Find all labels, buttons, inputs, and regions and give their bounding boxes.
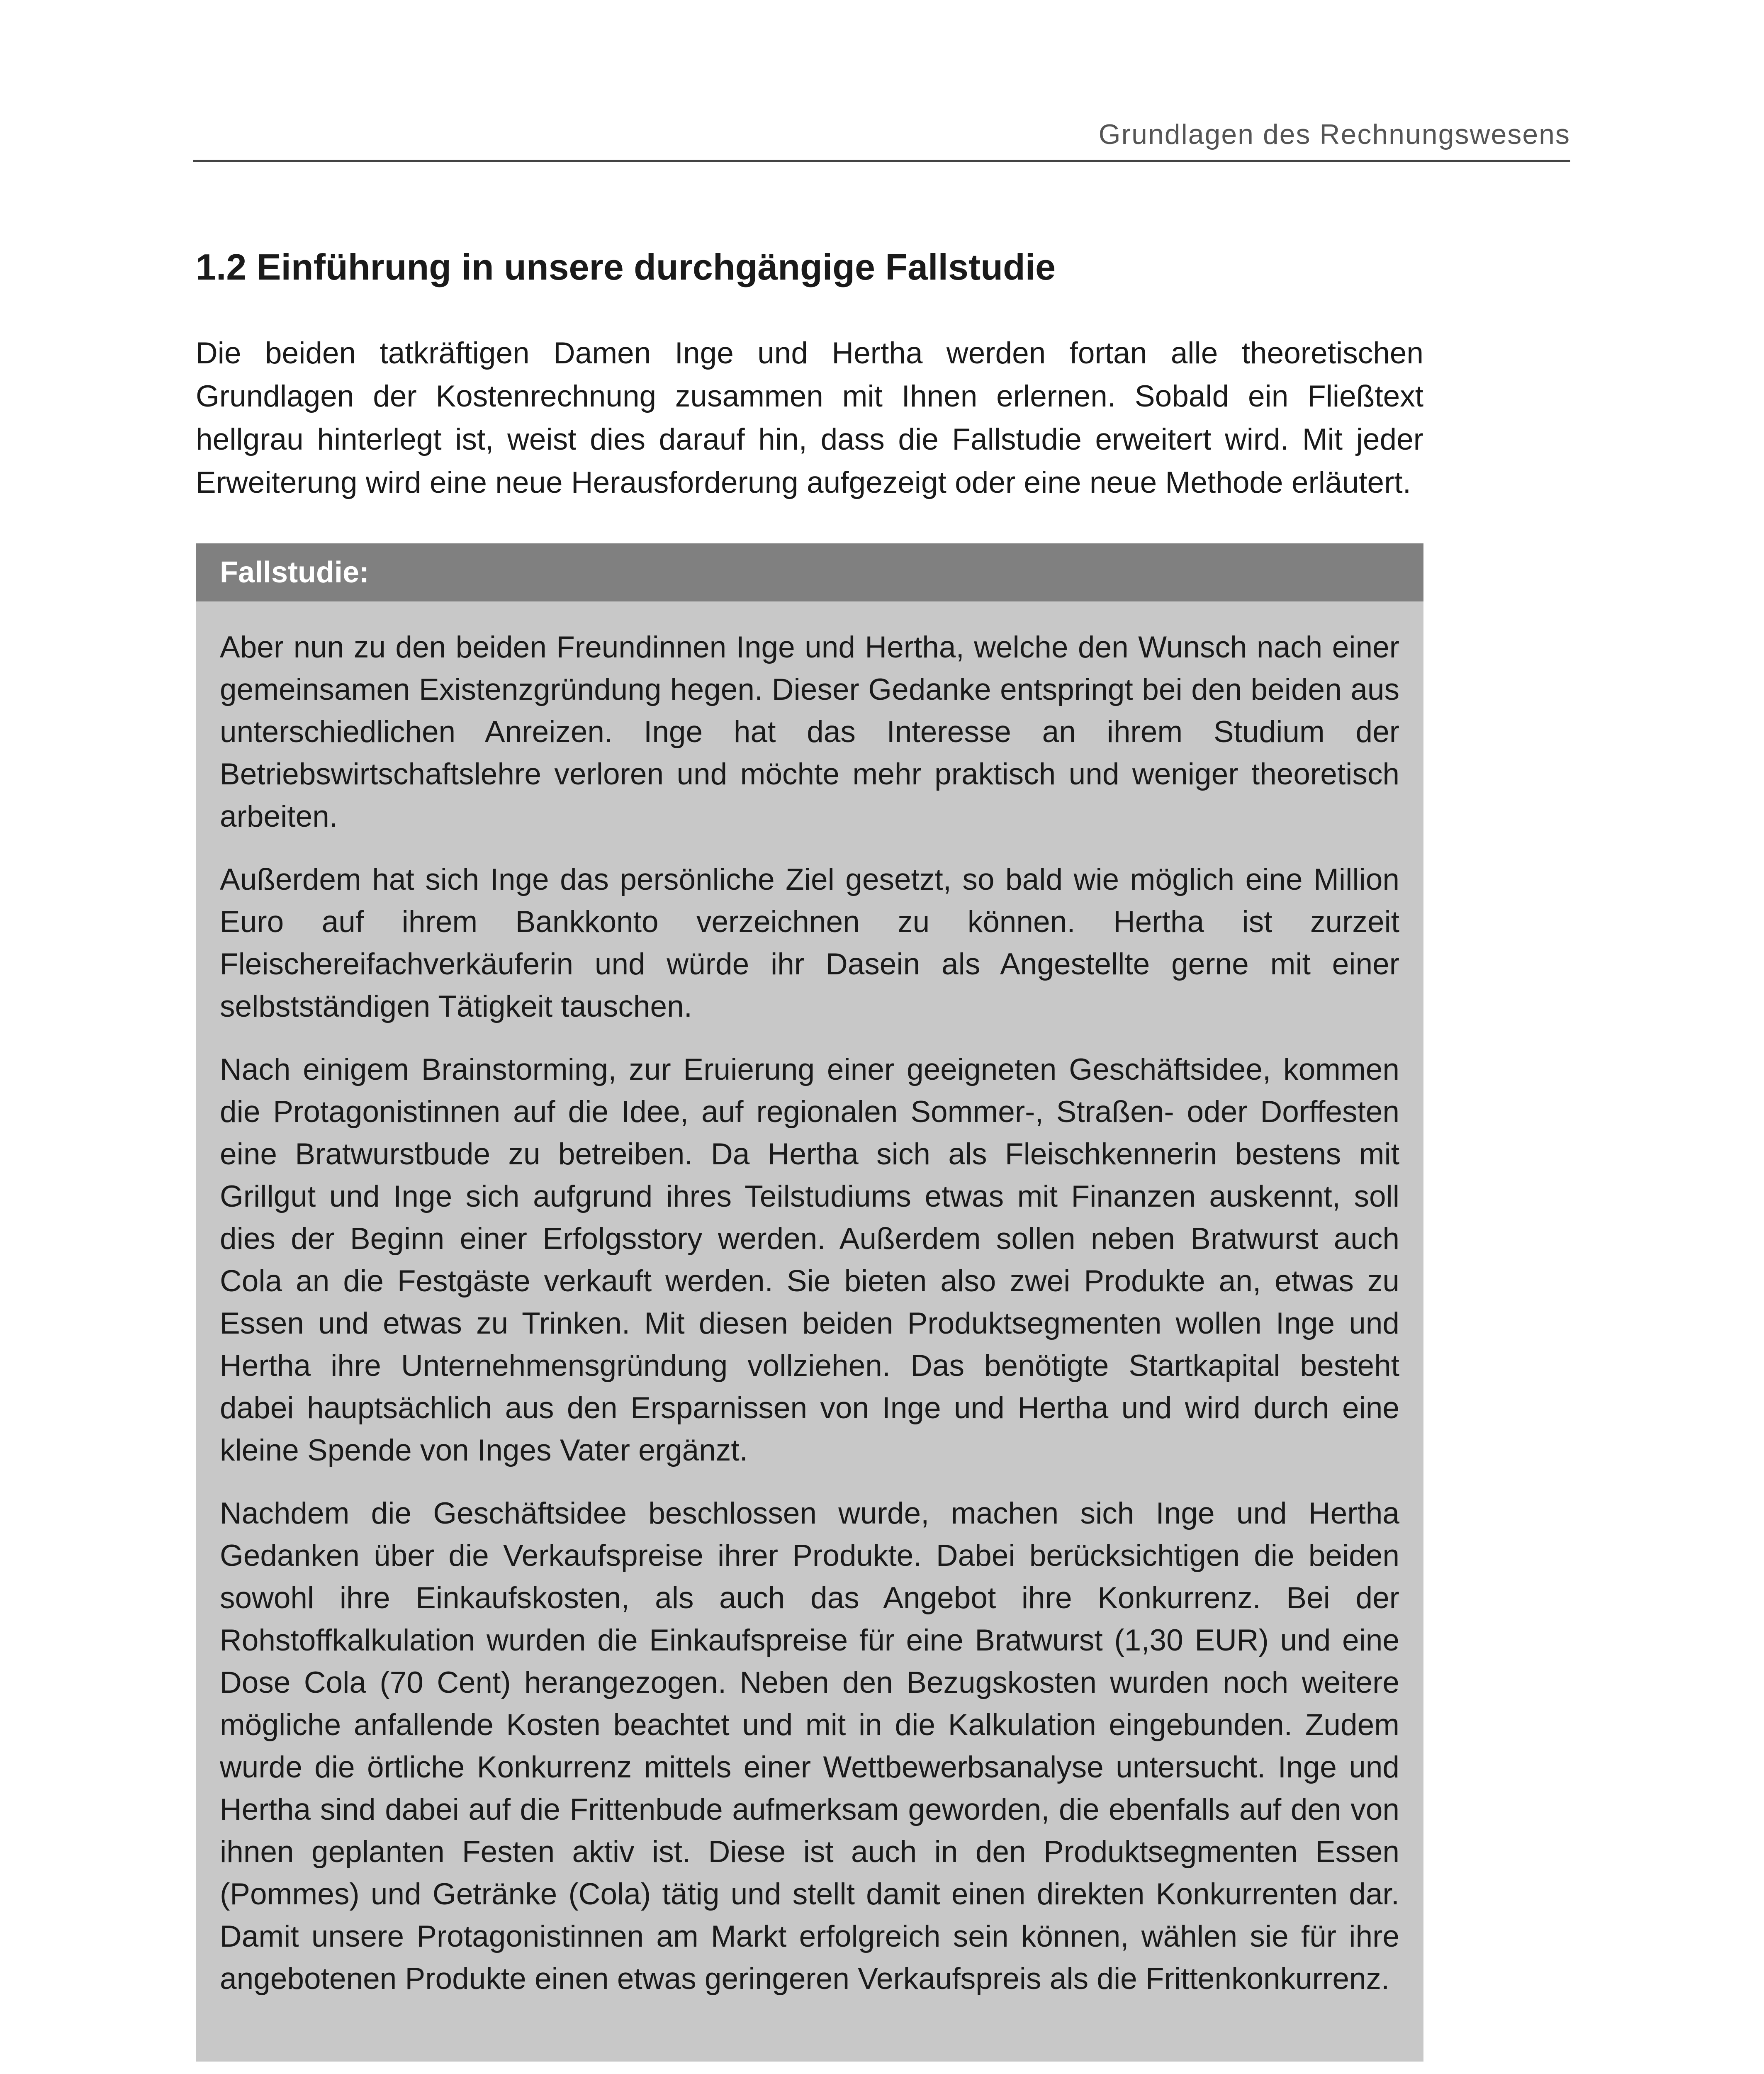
- case-study-paragraph-4: Nachdem die Geschäftsidee beschlossen wurde, machen sich Inge und Hertha Gedanken über die Verkaufspreise ihrer Produkte. Dabei berücksichtigen die beiden sowohl ihre Einkaufskosten, als auch das Angebot ihre Konkurrenz. Bei der Rohstoffkalkulation wurden die Einkaufspreise für eine Bratwurst (1,30 EUR) und eine Dose Cola (70 Cent) herangezogen. Neben den Bezugskosten wurden noch weitere mögliche anfallende Kosten beachtet und mit in die Kalkulation eingebunden. Zudem wurde die örtliche Konkurrenz mittels einer Wettbewerbsanalyse untersucht. Inge und Hertha sind dabei auf die Frittenbude aufmerksam geworden, die ebenfalls auf den von ihnen geplanten Festen aktiv ist. Diese ist auch in den Produktsegmenten Essen (Pommes) und Getränke (Cola) tätig und stellt damit einen direkten Konkurrenten dar. Damit unsere Protagonistinnen am Markt erfolgreich sein können, wählen sie für ihre angebotenen Produkte einen etwas geringeren Verkaufspreis als die Frittenkonkurrenz.: [220, 1497, 1399, 1996]
- case-study-paragraph-1: Aber nun zu den beiden Freundinnen Inge und Hertha, welche den Wunsch nach einer gemeinsamen Existenzgründung hegen. Dieser Gedanke entspringt bei den beiden aus unterschiedlichen Anreizen. Inge hat das Interesse an ihrem Studium der Betriebswirtschaftslehre verloren und möchte mehr praktisch und weniger theoretisch arbeiten.: [220, 630, 1399, 833]
- section-title: 1.2 Einführung in unsere durchgängige Fallstudie: [196, 246, 1056, 287]
- case-study-paragraph-3: Nach einigem Brainstorming, zur Eruierung einer geeigneten Geschäftsidee, kommen die Protagonistinnen auf die Idee, auf regionalen Sommer-, Straßen- oder Dorffesten eine Bratwurstbude zu betreiben. Da Hertha sich als Fleischkennerin bestens mit Grillgut und Inge sich aufgrund ihres Teilstudiums etwas mit Finanzen auskennt, soll dies der Beginn einer Erfolgsstory werden. Außerdem sollen neben Bratwurst auch Cola an die Festgäste verkauft werden. Sie bieten also zwei Produkte an, etwas zu Essen und etwas zu Trinken. Mit diesen beiden Produktsegmenten wollen Inge und Hertha ihre Unternehmensgründung vollziehen. Das benötigte Startkapital besteht dabei hauptsächlich aus den Ersparnissen von Inge und Hertha und wird durch eine kleine Spende von Inges Vater ergänzt.: [220, 1053, 1399, 1467]
- intro-paragraph: Die beiden tatkräftigen Damen Inge und Hertha werden fortan alle theoretischen Grundlagen der Kostenrechnung zusammen mit Ihnen erlernen. Sobald ein Fließtext hellgrau hinterlegt ist, weist dies darauf hin, dass die Fallstudie erweitert wird. Mit jeder Erweiterung wird eine neue Herausforderung aufgezeigt oder eine neue Methode erläutert.: [196, 336, 1423, 499]
- case-study-paragraph-2: Außerdem hat sich Inge das persönliche Ziel gesetzt, so bald wie möglich eine Million Euro auf ihrem Bankkonto verzeichnen zu können. Hertha ist zurzeit Fleischereifachverkäuferin und würde ihr Dasein als Angestellte gerne mit einer selbstständigen Tätigkeit tauschen.: [220, 863, 1399, 1023]
- case-study-body: [196, 601, 1423, 2000]
- header-rule: [193, 160, 1570, 162]
- case-study-label: Fallstudie:: [196, 543, 1423, 601]
- case-study-box: [196, 543, 1423, 2062]
- running-header: Grundlagen des Rechnungswesens: [1098, 119, 1570, 150]
